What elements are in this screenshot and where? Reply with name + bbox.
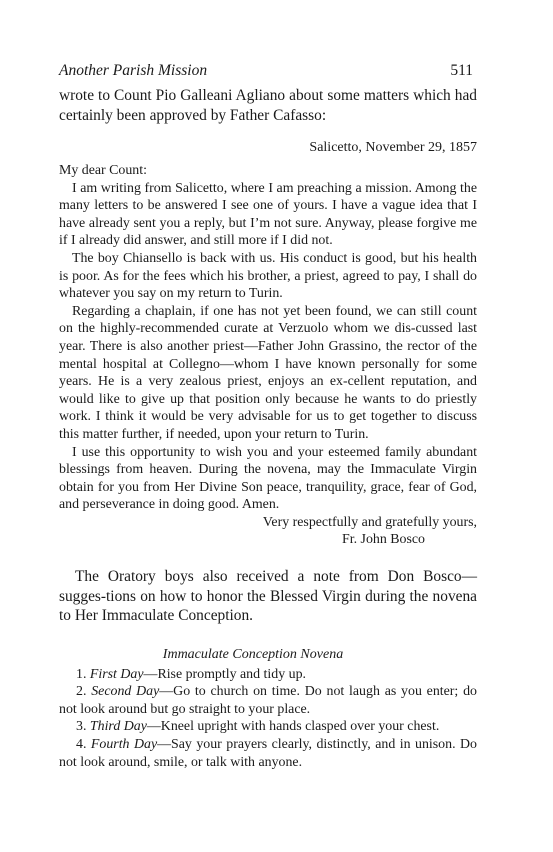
novena-item — [59, 718, 477, 736]
letter-paragraph: The boy Chiansello is back with us. His conduct is good, but his health is poor. As for the fees which his brother, a priest, agreed to pay, I shall do whatever you say on my return to Turin. — [59, 250, 477, 302]
running-head — [59, 62, 477, 84]
letter-signature: Fr. John Bosco — [342, 532, 425, 548]
novena-item-text: —Rise promptly and tidy up. — [143, 666, 306, 682]
novena-item-number: 3. — [76, 719, 87, 735]
novena-list — [59, 666, 477, 772]
novena-item — [59, 683, 477, 718]
novena-day: Second Day — [91, 684, 160, 700]
page-number: 511 — [450, 62, 473, 79]
novena-item — [59, 666, 477, 684]
letter-paragraph: I use this opportunity to wish you and your esteemed family abundant blessings from heaven. During the novena, may the Immaculate Virgin obtain for you from Her Divine Son peace, tranquility, grace, fear of God, and perseverance in doing good. Amen. — [59, 444, 477, 513]
letter — [59, 139, 477, 549]
letter-paragraph: I am writing from Salicetto, where I am preaching a mission. Among the many letters to be answered I see one of yours. I have a vague idea that I have already sent you a reply, but I’m not sure. Anyway, please forgive me if I already did answer, and still more if I did not. — [59, 180, 477, 249]
intro-paragraph: wrote to Count Pio Galleani Agliano about some matters which had certainly been approved by Father Cafasso: — [59, 87, 477, 124]
novena-item-text: —Go to church on time. Do not laugh as you enter; do not look around but go straight to your place. — [59, 684, 477, 717]
novena-day: Third Day — [89, 719, 147, 735]
novena-item — [59, 736, 477, 771]
oratory-paragraph: The Oratory boys also received a note from Don Bosco—sugges-tions on how to honor the Blessed Virgin during the novena to Her Immaculate Conception. — [59, 568, 477, 625]
book-page — [59, 62, 477, 771]
letter-salutation: My dear Count: — [59, 163, 147, 178]
novena-item-number: 2. — [76, 684, 87, 700]
letter-paragraph: Regarding a chaplain, if one has not yet been found, we can still count on the highly-recommended curate at Verzuolo whom we dis-cussed last year. There is also another priest—Father John Grassino, the rector of the mental hospital at Collegno—whom I have known personally for some years. He is a very zealous priest, enjoys an ex-cellent reputation, and would like to give up that position only because he wants to do priestly work. I think it would be very advisable for us to get together to discuss this matter further, if needed, upon your return to Turin. — [59, 303, 477, 442]
letter-closing: Very respectfully and gratefully yours, — [262, 514, 477, 530]
novena-item-text: —Kneel upright with hands clasped over your chest. — [146, 719, 440, 735]
novena-title: Immaculate Conception Novena — [162, 646, 344, 662]
chapter-title: Another Parish Mission — [59, 62, 208, 79]
novena-item-number: 1. — [76, 666, 87, 682]
novena-item-number: 4. — [76, 736, 87, 752]
novena-item-text: —Say your prayers clearly, distinctly, and in unison. Do not look around, smile, or talk with anyone. — [59, 736, 477, 770]
novena-day: First Day — [89, 666, 144, 682]
letter-dateline: Salicetto, November 29, 1857 — [309, 140, 477, 155]
novena-day: Fourth Day — [90, 736, 158, 752]
